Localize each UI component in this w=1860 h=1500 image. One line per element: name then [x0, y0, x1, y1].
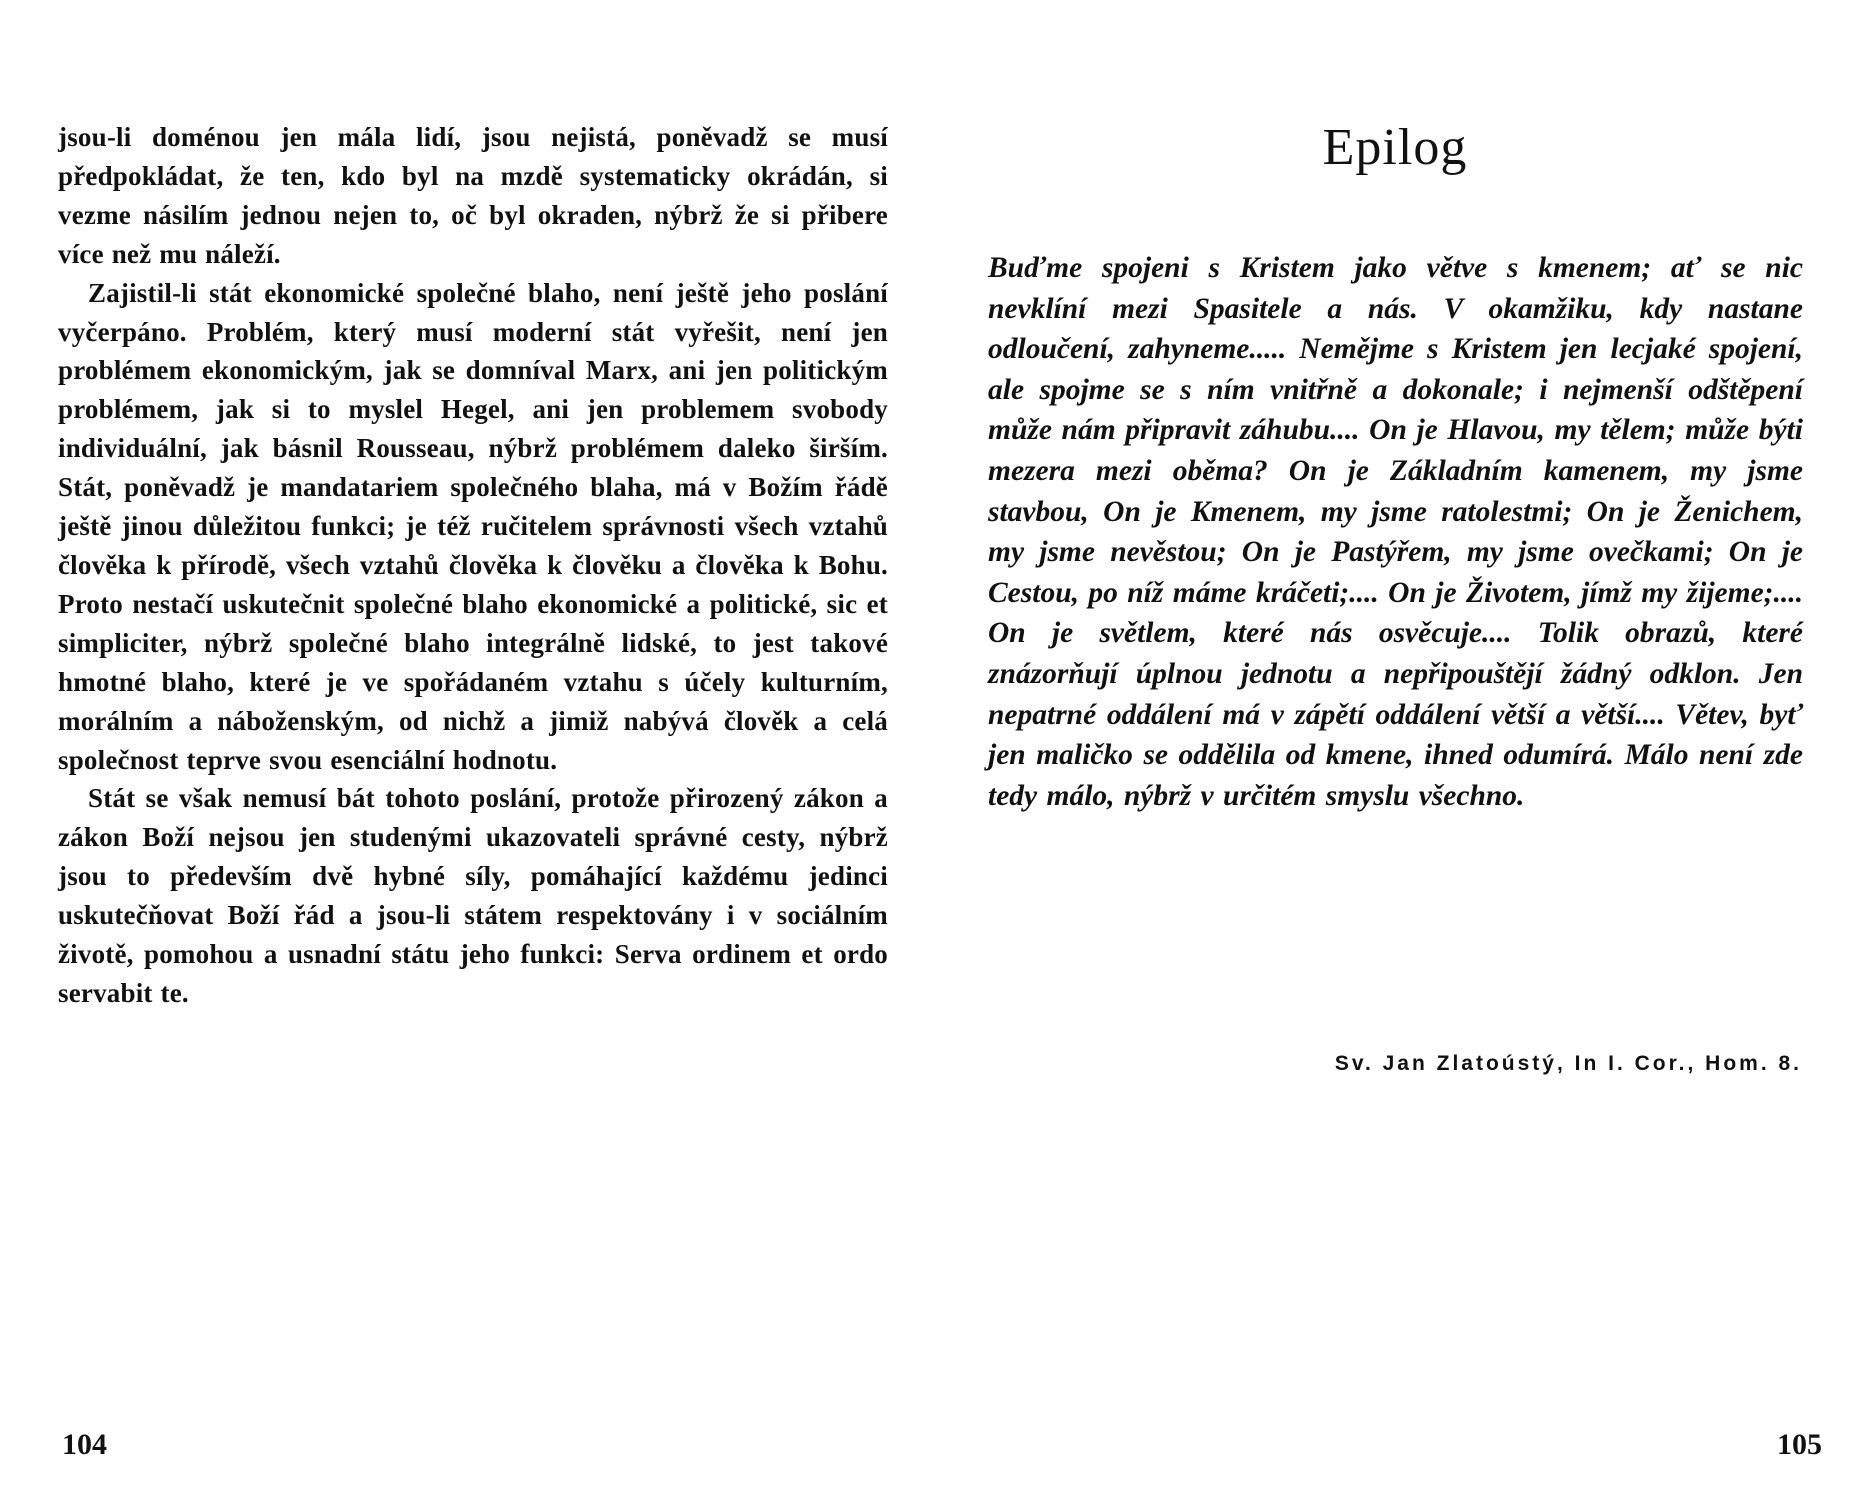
left-page-body [58, 118, 888, 1013]
right-page [930, 0, 1860, 1500]
paragraph: jsou-li doménou jen mála lidí, jsou nejistá, poněvadž se musí předpokládat, že ten, kdo byl na mzdě systematicky okrádán, si vezme násilím jednou nejen to, oč byl okraden, nýbrž že si přibere více než mu náleží. [58, 122, 888, 269]
paragraph: Stát se však nemusí bát tohoto poslání, protože přirozený zákon a zákon Boží nejsou jen studenými ukazovateli správné cesty, nýbrž jsou to především dvě hybné síly, pomáhající každému jedinci uskutečňovat Boží řád a jsou-li státem respektovány i v sociálním životě, pomohou a usnadní státu jeho funkci: Serva ordinem et ordo servabit te. [58, 783, 888, 1008]
page-number: 104 [62, 1428, 107, 1461]
paragraph: Zajistil-li stát ekonomické společné blaho, není ještě jeho poslání vyčerpáno. Problém, který musí moderní stát vyřešit, není jen problémem ekonomickým, jak se domníval Marx, ani jen politickým problémem, jak si to myslel Hegel, ani jen problemem svobody individuální, jak básnil Rousseau, nýbrž problémem daleko širším. Stát, poněvadž je mandatariem společného blaha, má v Božím řádě ještě jinou důležitou funkci; je též ručitelem správnosti všech vztahů člověka k přírodě, všech vztahů člověka k člověku a člověka k Bohu. Proto nestačí uskutečnit společné blaho ekonomické a politické, sic et simpliciter, nýbrž společné blaho integrálně lidské, to jest takové hmotné blaho, které je ve spořádaném vztahu s účely kulturním, morálním a náboženským, od nichž a jimiž nabývá člověk a celá společnost teprve svou esenciální hodnotu. [58, 277, 888, 775]
quote-attribution: Sv. Jan Zlatoústý, In I. Cor., Hom. 8. [1334, 1052, 1802, 1075]
page-number: 105 [1777, 1428, 1822, 1461]
epilog-quote: Buďme spojeni s Kristem jako větve s kmenem; ať se nic nevklíní mezi Spasitele a nás. V okamžiku, kdy nastane odloučení, zahyneme..... Nemějme s Kristem jen lecjaké spojení, ale spojme se s ním vnitřně a dokonale; i nejmenší odštěpení může nám připravit záhubu.... On je Hlavou, my tělem; může býti mezera mezi oběma? On je Základním kamenem, my jsme stavbou, On je Kmenem, my jsme ratolestmi; On je Ženichem, my jsme nevěstou; On je Pastýřem, my jsme ovečkami; On je Cestou, po níž máme kráčeti;.... On je Životem, jímž my žijeme;.... On je světlem, které nás osvěcuje.... Tolik obrazů, které znázorňují úplnou jednotu a nepřipouštějí žádný odklon. Jen nepatrné oddálení má v zápětí oddálení větší a větší.... Větev, byť jen maličko se oddělila od kmene, ihned odumírá. Málo není zde tedy málo, nýbrž v určitém smyslu všechno. [988, 252, 1803, 812]
chapter-title: Epilog [1322, 119, 1468, 176]
